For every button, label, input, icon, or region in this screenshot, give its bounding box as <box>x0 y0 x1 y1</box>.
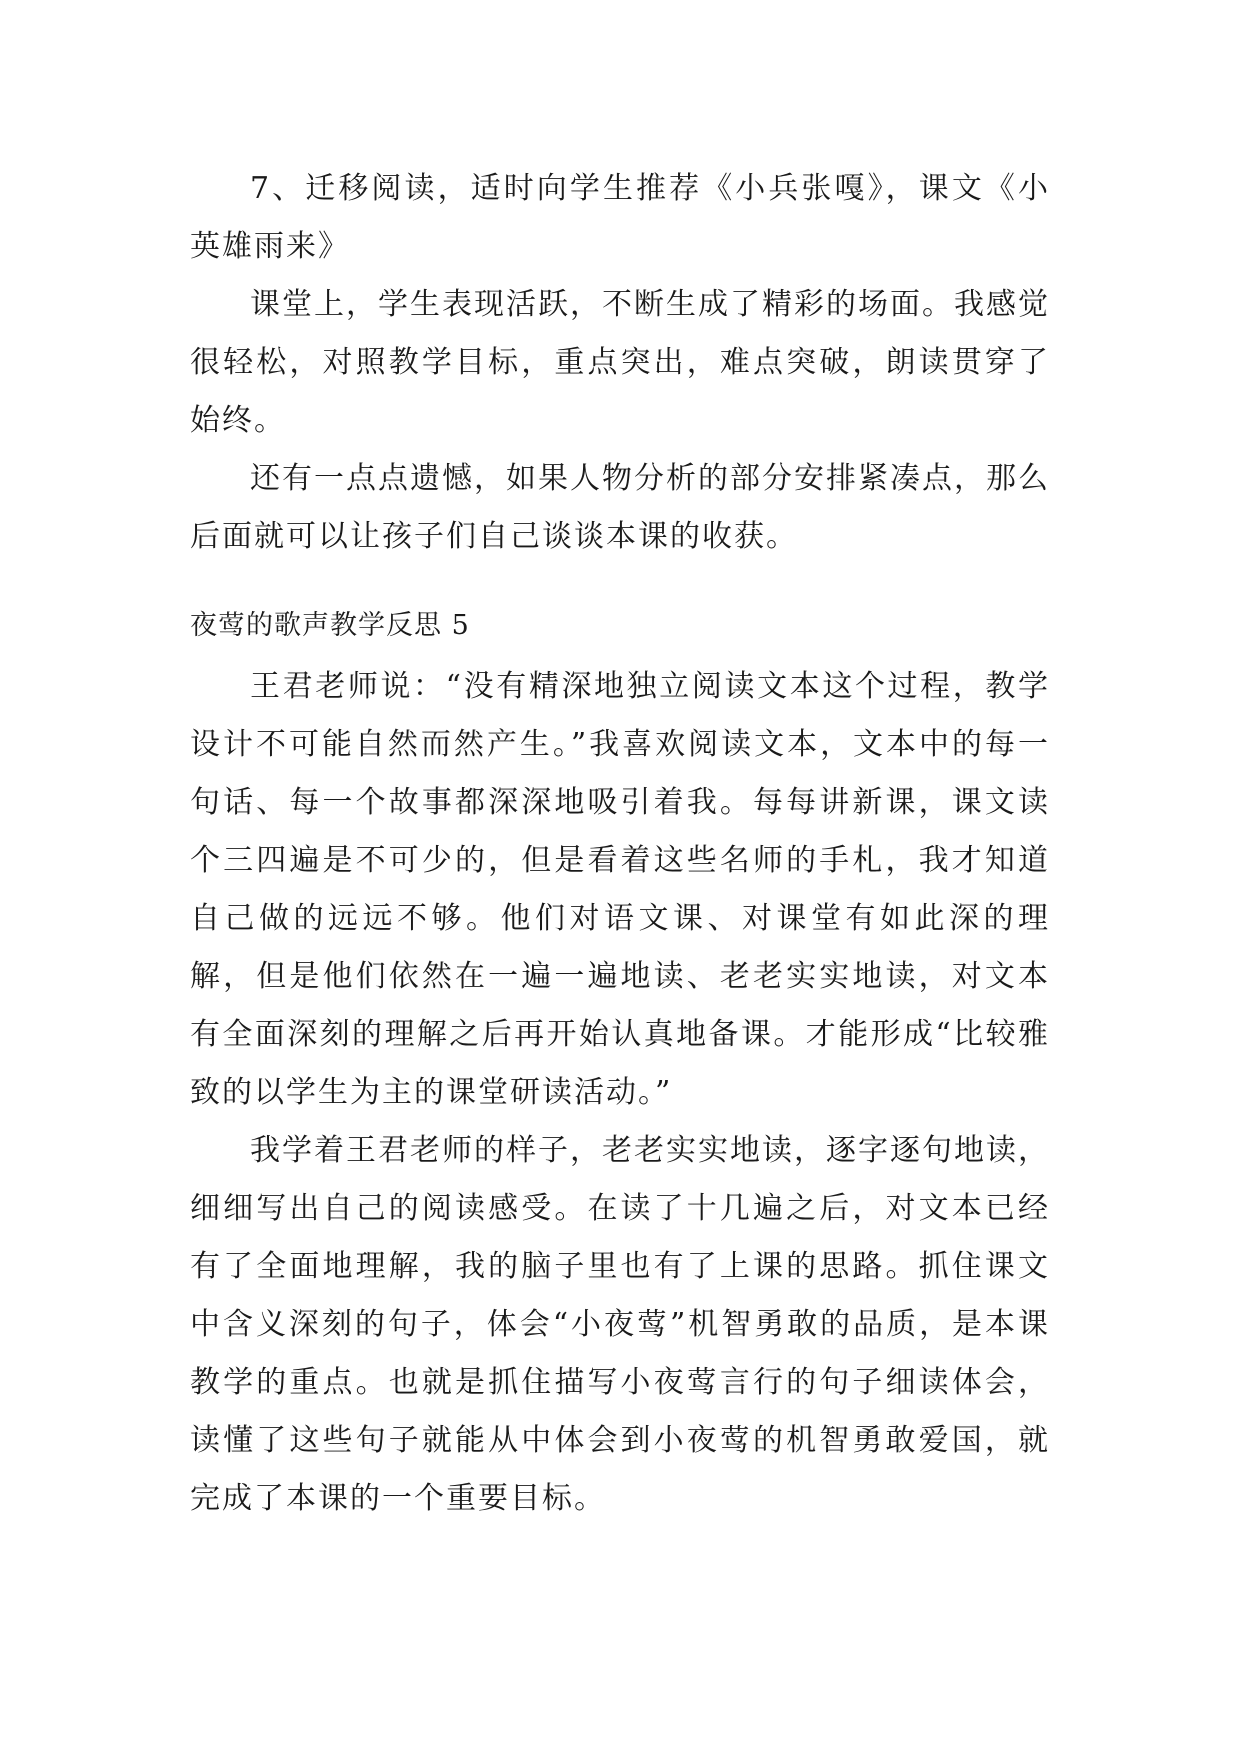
paragraph-recommend-reading: 7、迁移阅读，适时向学生推荐《小兵张嘎》，课文《小英雄雨来》 <box>190 171 1050 264</box>
paragraph-wang-jun-quote: 王君老师说：“没有精深地独立阅读文本这个过程，教学设计不可能自然而然产生。”我喜欢阅读文本，文本中的每一句话、每一个故事都深深地吸引着我。每每讲新课，课文读个三四遍是不可少的，但是看着这些名师的手札，我才知道自己做的远远不够。他们对语文课、对课堂有如此深的理解，但是他们依然在一遍一遍地读、老老实实地读，对文本有全面深刻的理解之后再开始认真地备课。才能形成“比较雅致的以学生为主的课堂研读活动。” <box>190 669 1050 1110</box>
paragraph-reading-practice: 我学着王君老师的样子，老老实实地读，逐字逐句地读，细细写出自己的阅读感受。在读了十几遍之后，对文本已经有了全面地理解，我的脑子里也有了上课的思路。抓住课文中含义深刻的句子，体会“小夜莺”机智勇敢的品质，是本课教学的重点。也就是抓住描写小夜莺言行的句子细读体会，读懂了这些句子就能从中体会到小夜莺的机智勇敢爱国，就完成了本课的一个重要目标。 <box>190 1133 1050 1516</box>
section-heading: 夜莺的歌声教学反思 5 <box>190 610 470 641</box>
document-body <box>190 160 1050 1528</box>
paragraph-regret: 还有一点点遗憾，如果人物分析的部分安排紧凑点，那么后面就可以让孩子们自己谈谈本课的收获。 <box>190 461 1050 554</box>
paragraph-classroom: 课堂上，学生表现活跃，不断生成了精彩的场面。我感觉很轻松，对照教学目标，重点突出，难点突破，朗读贯穿了始终。 <box>190 287 1050 438</box>
